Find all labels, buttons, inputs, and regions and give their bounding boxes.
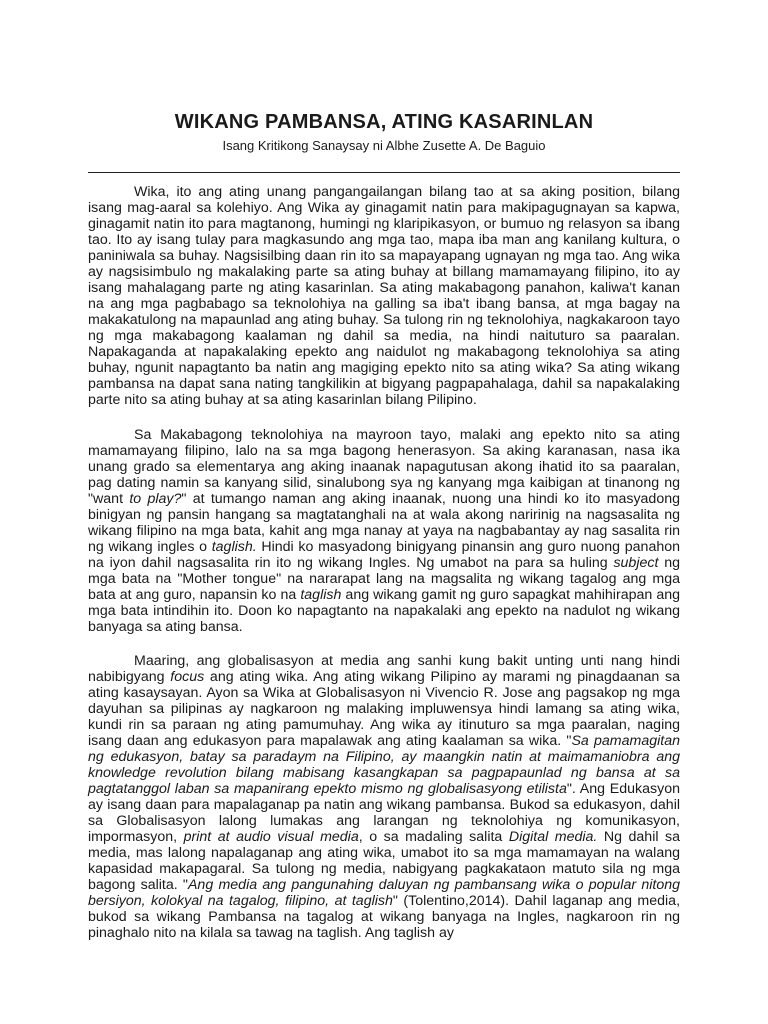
text-run: ang wikang gamit ng guro sapagkat mahihirapan ang mga bata intindihin ito. Doon ko napagtanto na napakalaki ang epekto na nadulot ng wikang banyaga sa ating bansa. <box>88 586 680 635</box>
essay-paragraph <box>88 427 680 635</box>
essay-paragraph <box>88 184 680 408</box>
italic-text-run: Sa pamamagitan ng edukasyon, batay sa paradaym na Filipino, ay maangkin natin at maimamaniobra ang knowledge revolution bilang mabisang kasangkapan sa pagpapaunlad ng bansa at sa pagtatanggol laban sa mapanirang epekto mismo ng globalisasyong etilista <box>88 733 680 797</box>
italic-text-run: focus <box>170 669 205 685</box>
essay-body <box>88 184 680 960</box>
document-subtitle: Isang Kritikong Sanaysay ni Albhe Zusette A. De Baguio <box>222 138 546 153</box>
italic-text-run: subject <box>613 554 659 571</box>
text-run: ang ating wika. Ang ating wikang Pilipino ay marami ng pinagdaanan sa ating kasaysayan. Ayon sa Wika at Globalisasyon ni Vivencio R. Jose ang pagsakop ng mga dayuhan sa pilipinas ay nagkaroon ng malaking impluwensya hindi lamang sa ating wika, kundi rin sa paraan ng ating pamumuhay. Ang wika ay itinuturo sa mga paaralan, naging isang daan ang edukasyon para mapalawak ang ating kaalaman sa wika. " <box>88 669 680 749</box>
text-run: ng mga bata na "Mother tongue" na nararapat lang na magsalita ng wikang tagalog ang mga bata at ang guro, napansin ko na <box>88 554 680 603</box>
italic-text-run: to play? <box>129 490 182 507</box>
text-run: Ng dahil sa media, mas lalong napalaganap ang ating wika, umabot ito sa mga mamamayan na walang kapasidad makapagaral. Sa tulong ng media, nabigyang pagkakataon matuto sila ng mga bagong salita. " <box>88 829 680 893</box>
text-run: Wika, ito ang ating unang pangangailangan bilang tao at sa aking position, bilang isang mag-aaral sa kolehiyo. Ang Wika ay ginagamit natin para makipagugnayan sa kapwa, ginagamit natin ito para magtanong, humingi ng klaripikasyon, or bumuo ng relasyon sa ibang tao. Ito ay isang tulay para magkasundo ang mga tao, mapa iba man ang kanilang kultura, o paniniwala sa buhay. Nagsisilbing daan rin ito sa mapayapang ugnayan ng mga tao. Ang wika ay nagsisimbulo ng makalaking parte sa ating buhay at billang mamamayang filipino, ito ay isang mahalagang parte ng ating kasarinlan. Sa ating makabagong panahon, kaliwa't kanan na ang mga pagbabago sa teknolohiya na galling sa iba't ibang bansa, at mga bagay na makakatulong na mapaunlad ang ating buhay. Sa tulong rin ng teknolohiya, nagkakaroon tayo ng mga makabagong kaalaman ng dahil sa media, na hindi naituturo sa paaralan. Napakaganda at napakalaking epekto ang naidulot ng makabagong teknolohiya sa ating buhay, ngunit napagtanto ba natin ang magiging epekto nito sa ating wika? Sa ating wikang pambansa na dapat sana nating tangkilikin at bigyang pagpapahalaga, dahil sa napakalaking parte nito sa ating buhay at sa ating kasarinlan bilang Pilipino. <box>88 184 680 408</box>
italic-text-run: taglish. <box>211 538 257 555</box>
text-run: , o sa madaling salita <box>358 829 509 845</box>
document-title: WIKANG PAMBANSA, ATING KASARINLAN <box>174 111 594 133</box>
essay-paragraph <box>88 653 680 941</box>
document-page <box>88 0 680 1024</box>
text-run: Hindi ko masyadong binigyang pinansin ang guro nuong panahon na iyon dahil nagsasalita rin ito ng wikang Ingles. Ng umabot na para sa huling <box>88 538 680 571</box>
italic-text-run: taglish <box>300 586 342 603</box>
text-run: Maaring, ang globalisasyon at media ang sanhi kung bakit unting unti nang hindi nabibigyang <box>88 653 680 685</box>
text-run: " at tumango naman ang aking inaanak, nuong una hindi ko ito masyadong binigyan ng pansin hangang sa magtatanghali na at wala akong naririnig na nagsasalita ng wikang filipino na mga bata, kahit ang mga nanay at yaya na nagbabantay ay nag sasalita rin ng wikang ingles o <box>88 490 680 555</box>
text-run: Sa Makabagong teknolohiya na mayroon tayo, malaki ang epekto nito sa ating mamamayang filipino, lalo na sa mga bagong henerasyon. Sa aking karanasan, nasa ika unang grado sa elementarya ang aking inaanak napagutusan akong ihatid ito sa paaralan, pag dating namin sa kanyang silid, sinalubong sya ng kanyang mga kaibigan at tinanong ng "want <box>88 426 680 507</box>
text-run: ". Ang Edukasyon ay isang daan para mapalaganap pa natin ang wikang pambansa. Bukod sa edukasyon, dahil sa Globalisasyon lalong lumakas ang larangan ng teknolohiya ng komunikasyon, impormasyon, <box>88 781 680 845</box>
italic-text-run: print at audio visual media <box>183 829 359 845</box>
italic-text-run: Ang media ang pangunahing daluyan ng pambansang wika o popular nitong bersiyon, kolokyal na tagalog, filipino, at taglish <box>88 877 680 909</box>
title-divider <box>88 172 680 173</box>
text-run: " (Tolentino,2014). Dahil laganap ang media, bukod sa wikang Pambansa na tagalog at wikang banyaga na Ingles, nagkaroon rin ng pinaghalo nito na kilala sa tawag na taglish. Ang taglish ay <box>88 893 681 941</box>
italic-text-run: Digital media. <box>508 829 598 845</box>
